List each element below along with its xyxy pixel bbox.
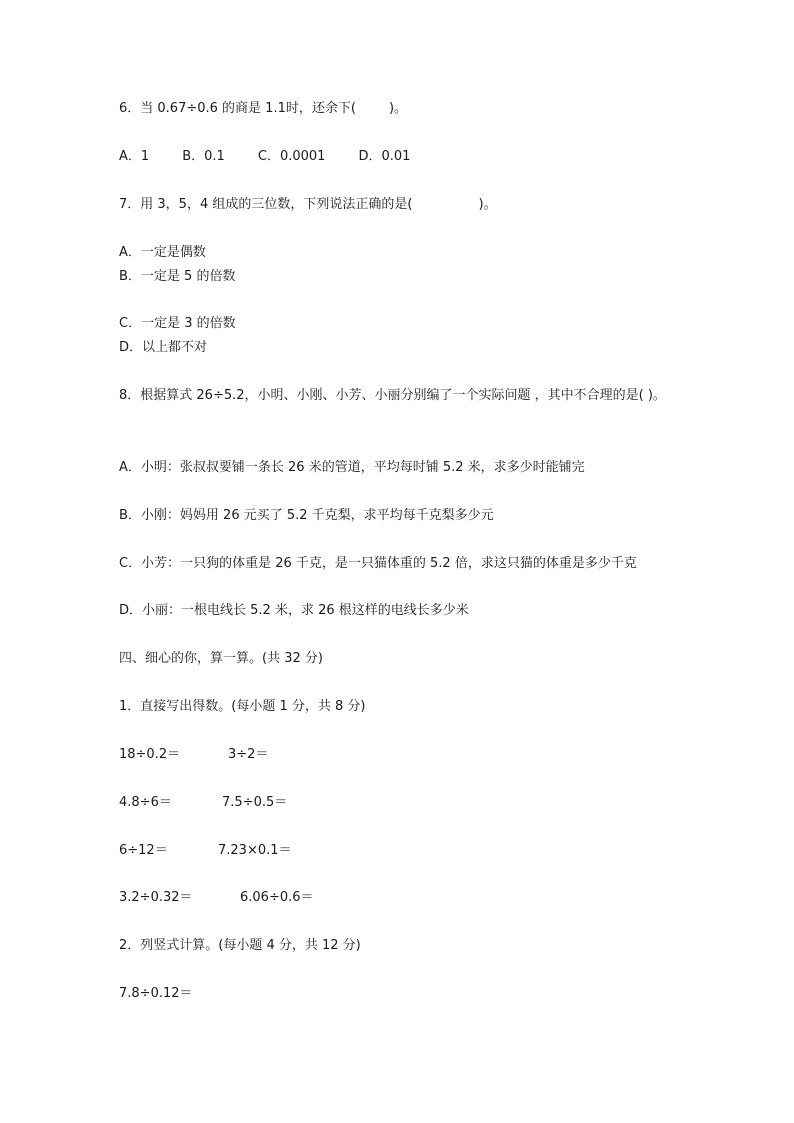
part-1-title: 1．直接写出得数。(每小题 1 分，共 8 分) [119,699,366,714]
calc-item: 3÷2＝ [228,747,269,762]
question-7-option-c: C．一定是 3 的倍数 [119,316,236,331]
question-7-option-b: B．一定是 5 的倍数 [119,269,236,284]
calc-item: 6.06÷0.6＝ [240,890,314,905]
question-8-option-a: A．小明：张叔叔要铺一条长 26 米的管道，平均每时铺 5.2 米，求多少时能铺完 [119,460,585,475]
question-6-stem: 6．当 0.67÷0.6 的商是 1.1时，还余下( )。 [119,101,408,116]
calc-item: 7.5÷0.5＝ [222,795,288,810]
vertical-calc-item: 7.8÷0.12＝ [119,986,193,1001]
section-4-title: 四、细心的你，算一算。(共 32 分) [119,651,323,666]
question-8-stem: 8．根据算式 26÷5.2，小明、小刚、小芳、小丽分别编了一个实际问题 ，其中不合理的是( )。 [119,388,666,403]
question-7-stem: 7．用 3，5，4 组成的三位数，下列说法正确的是( )。 [119,197,497,212]
calc-item: 3.2÷0.32＝ [119,890,193,905]
question-7-option-a: A．一定是偶数 [119,245,206,260]
calc-item: 4.8÷6＝ [119,795,172,810]
question-8-option-b: B．小刚：妈妈用 26 元买了 5.2 千克梨，求平均每千克梨多少元 [119,508,494,523]
question-8-option-d: D．小丽：一根电线长 5.2 米，求 26 根这样的电线长多少米 [119,603,469,618]
calc-item: 18÷0.2＝ [119,747,181,762]
calc-item: 7.23×0.1＝ [218,843,292,858]
question-7-option-d: D．以上都不对 [119,340,208,355]
question-6-options: A．1 B．0.1 C．0.0001 D．0.01 [119,149,411,164]
question-8-option-c: C．小芳：一只狗的体重是 26 千克，是一只猫体重的 5.2 倍，求这只猫的体重是多少千克 [119,556,637,571]
calc-item: 6÷12＝ [119,843,168,858]
part-2-title: 2．列竖式计算。(每小题 4 分，共 12 分) [119,938,361,953]
